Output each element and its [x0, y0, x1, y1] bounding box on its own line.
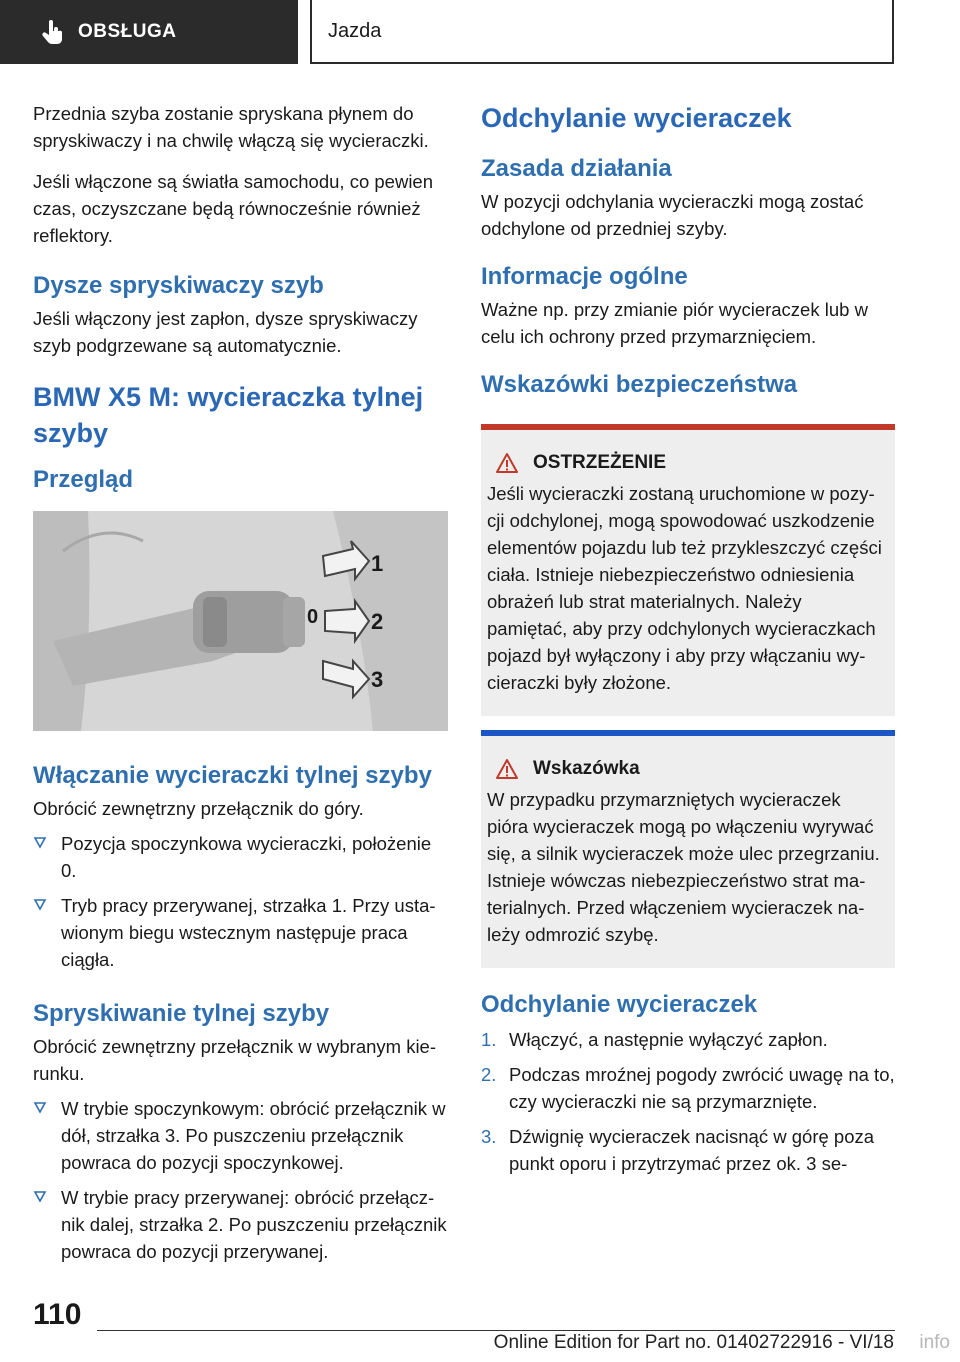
right-column — [481, 100, 895, 1185]
warning-triangle-icon — [495, 452, 519, 474]
warning-text: Jeśli wycieraczki zostaną uruchomione w pozycji odchylonej, mogą spowodować uszkodzenie elementów pojazdu lub też przykleszczyć części ciała. Istnieje niebezpieczeństwo odniesienia obrażeń lub strat materialnych. Należy pamiętać, aby przy odchylonych wycieraczkach pojazd był wyłączony i aby przy włączaniu wycieraczki były złożone. — [487, 483, 882, 693]
list-item: 3. Dźwignię wycieraczek nacisnąć w górę poza punkt oporu i przytrzymać przez ok. 3 se- — [481, 1126, 875, 1174]
triangle-bullet-icon — [33, 1190, 47, 1204]
spray-list — [33, 1095, 448, 1265]
section-label: OBSŁUGA — [78, 21, 177, 42]
watermark-brand: info — [919, 1332, 950, 1353]
heading-spray: Spryskiwanie tylnej szyby — [33, 1000, 330, 1027]
heading-overview: Przegląd — [33, 466, 134, 493]
triangle-bullet-icon — [33, 836, 47, 850]
list-item: 1. Włączyć, a następnie wyłączyć zapłon. — [481, 1029, 828, 1050]
heading-nozzles: Dysze spryskiwaczy szyb — [33, 272, 324, 299]
heading-fold-procedure: Odchylanie wycieraczek — [481, 991, 758, 1018]
notice-title: Wskazówka — [533, 758, 640, 779]
illus-label-2: 2 — [371, 609, 384, 634]
heading-principle: Zasada działania — [481, 155, 672, 182]
list-item: W trybie spoczynkowym: obrócić przełącznik w dół, strzałka 3. Po puszczeniu przełącznik powraca do pozycji spoczynkowej. — [33, 1095, 448, 1176]
list-item: 2. Podczas mroźnej pogody zwrócić uwagę na to, czy wycieraczki nie są przymarznięte. — [481, 1064, 895, 1112]
paragraph-spray: Obrócić zewnętrzny przełącznik w wybranym kierunku. — [33, 1036, 437, 1084]
page-number: 110 — [33, 1298, 82, 1331]
notice-text: W przypadku przymarzniętych wycieraczek pióra wycieraczek mogą po włączeniu wyrywać się, a silnik wycieraczek może ulec przegrzaniu. Istnieje wówczas niebezpieczeństwo strat materialnych. Przed włączeniem wycieraczek należy odmrozić szybę. — [487, 789, 880, 945]
paragraph-headlights: Jeśli włączone są światła samochodu, co pewien czas, oczyszczane będą równocześnie również reflektory. — [33, 171, 434, 246]
fold-steps-list — [481, 1026, 895, 1177]
chapter-title: Jazda — [310, 0, 894, 64]
paragraph-switch-on: Obrócić zewnętrzny przełącznik do góry. — [33, 798, 364, 819]
notice-triangle-icon — [495, 758, 519, 780]
heading-general: Informacje ogólne — [481, 263, 688, 290]
heading-fold-wipers: Odchylanie wycieraczek — [481, 103, 792, 133]
illus-label-1: 1 — [371, 551, 384, 576]
list-item: W trybie pracy przerywanej: obrócić przełącznik dalej, strzałka 2. Po puszczeniu przełącznik powraca do pozycji przerywanej. — [33, 1184, 448, 1265]
notice-box — [481, 730, 895, 968]
heading-safety: Wskazówki bezpieczeństwa — [481, 371, 798, 398]
triangle-bullet-icon — [33, 898, 47, 912]
footer-divider — [97, 1330, 895, 1331]
paragraph-general: Ważne np. przy zmianie piór wycieraczek lub w celu ich ochrony przed przymarznięciem. — [481, 299, 868, 347]
triangle-bullet-icon — [33, 1101, 47, 1115]
warning-box — [481, 424, 895, 716]
paragraph-washer: Przednia szyba zostanie spryskana płynem do spryskiwaczy i na chwilę włączą się wycieraczki. — [33, 103, 429, 151]
warning-title: OSTRZEŻENIE — [533, 452, 667, 473]
edition-note: Online Edition for Part no. 01402722916 - VI/18 — [493, 1332, 894, 1353]
heading-rear-wiper: BMW X5 M: wycieraczka tylnej szyby — [33, 382, 424, 448]
list-item: Pozycja spoczynkowa wycieraczki, położenie 0. — [33, 830, 448, 884]
illus-label-0: 0 — [307, 606, 319, 628]
illus-label-3: 3 — [371, 667, 384, 692]
left-column — [33, 100, 448, 1273]
list-item: Tryb pracy przerywanej, strzałka 1. Przy ustawionym biegu wstecznym następuje praca ciągła. — [33, 892, 448, 973]
heading-switch-on: Włączanie wycieraczki tylnej szyby — [33, 762, 432, 789]
paragraph-nozzles: Jeśli włączony jest zapłon, dysze spryskiwaczy szyb podgrzewane są automatycznie. — [33, 308, 418, 356]
paragraph-principle: W pozycji odchylania wycieraczki mogą zostać odchylone od przedniej szyby. — [481, 191, 864, 239]
hand-pointer-icon — [40, 19, 66, 45]
section-tab — [0, 0, 298, 64]
switch-on-list — [33, 830, 448, 973]
wiper-stalk-illustration — [33, 511, 448, 731]
